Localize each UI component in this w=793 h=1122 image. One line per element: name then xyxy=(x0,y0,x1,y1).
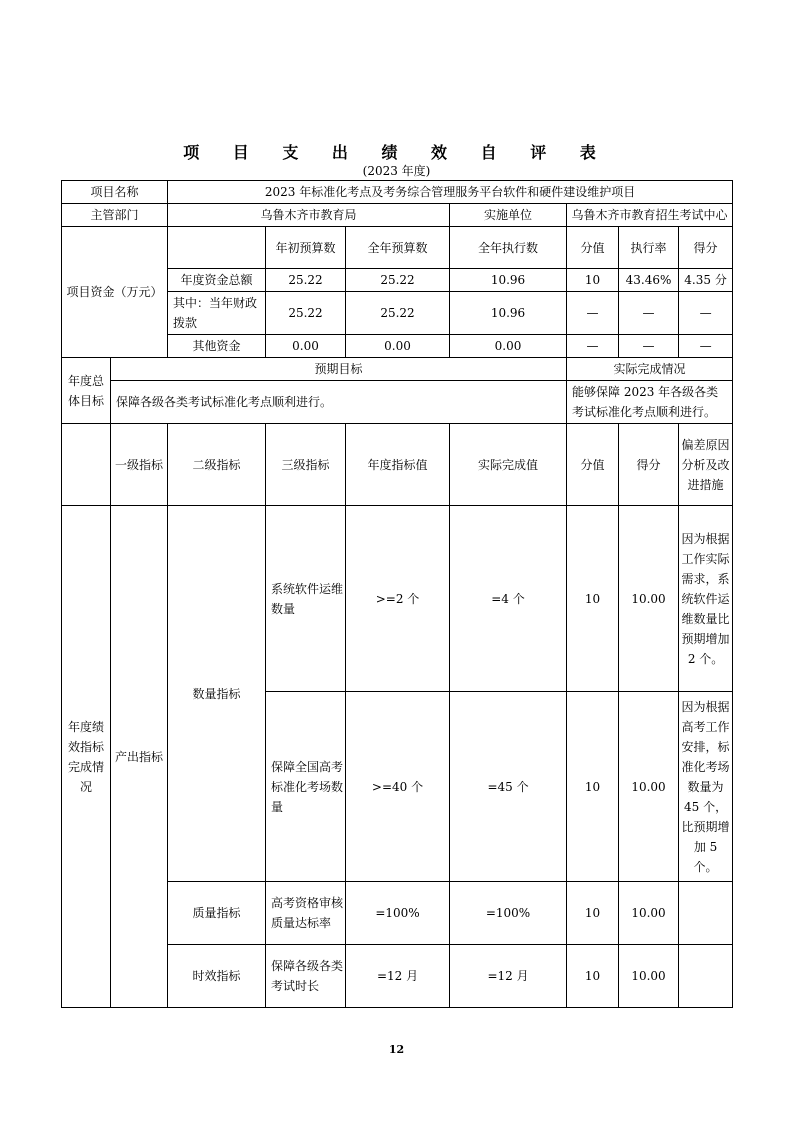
funds-label: 项目资金（万元） xyxy=(62,227,168,358)
funds-header: 执行率 xyxy=(619,227,679,269)
indicator-reason xyxy=(679,945,733,1008)
indicator-level2: 时效指标 xyxy=(168,945,266,1008)
indicator-reason: 因为根据工作实际需求，系统软件运维数量比预期增加 2 个。 xyxy=(679,506,733,692)
indicator-score-value: 10 xyxy=(567,882,619,945)
indicator-actual: =45 个 xyxy=(450,692,567,882)
goal-label: 年度总体目标 xyxy=(62,358,111,424)
year-subtitle: (2023 年度) xyxy=(362,164,431,178)
dept-label: 主管部门 xyxy=(62,204,168,227)
indicator-header: 偏差原因分析及改进措施 xyxy=(679,424,733,506)
funds-cell: 43.46% xyxy=(619,269,679,292)
funds-cell: — xyxy=(619,292,679,335)
goal-expected-header: 预期目标 xyxy=(111,358,567,381)
indicator-section-label: 年度绩效指标完成情况 xyxy=(62,506,111,1008)
goal-expected: 保障各级各类考试标准化考点顺利进行。 xyxy=(111,381,567,424)
indicator-target: >=40 个 xyxy=(346,692,450,882)
funds-cell: — xyxy=(679,335,733,358)
indicator-reason: 因为根据高考工作安排，标准化考场数量为 45 个，比预期增加 5 个。 xyxy=(679,692,733,882)
indicator-target: >=2 个 xyxy=(346,506,450,692)
impl-value: 乌鲁木齐市教育招生考试中心 xyxy=(567,204,733,227)
indicator-actual: =12 月 xyxy=(450,945,567,1008)
indicator-row xyxy=(62,506,733,692)
funds-cell: 4.35 分 xyxy=(679,269,733,292)
impl-label: 实施单位 xyxy=(450,204,567,227)
project-name-label: 项目名称 xyxy=(62,181,168,204)
funds-cell: 0.00 xyxy=(346,335,450,358)
indicator-level2: 数量指标 xyxy=(168,506,266,882)
indicator-header: 实际完成值 xyxy=(450,424,567,506)
indicator-score-value: 10 xyxy=(567,945,619,1008)
funds-cell: 10 xyxy=(567,269,619,292)
page-number: 12 xyxy=(388,1043,405,1056)
funds-header: 全年预算数 xyxy=(346,227,450,269)
indicator-reason xyxy=(679,882,733,945)
funds-cell: 25.22 xyxy=(346,292,450,335)
funds-cell: — xyxy=(567,335,619,358)
indicator-header: 三级指标 xyxy=(266,424,346,506)
indicator-header: 年度指标值 xyxy=(346,424,450,506)
dept-value: 乌鲁木齐市教育局 xyxy=(168,204,450,227)
indicator-header: 分值 xyxy=(567,424,619,506)
funds-header: 分值 xyxy=(567,227,619,269)
funds-header: 年初预算数 xyxy=(266,227,346,269)
indicator-header: 得分 xyxy=(619,424,679,506)
funds-cell: — xyxy=(567,292,619,335)
funds-header: 得分 xyxy=(679,227,733,269)
goal-actual: 能够保障 2023 年各级各类考试标准化考点顺利进行。 xyxy=(567,381,733,424)
funds-cell: 25.22 xyxy=(266,269,346,292)
funds-cell: — xyxy=(619,335,679,358)
indicator-level1: 产出指标 xyxy=(111,506,168,1008)
indicator-header: 一级指标 xyxy=(111,424,168,506)
indicator-score: 10.00 xyxy=(619,692,679,882)
indicator-level2: 质量指标 xyxy=(168,882,266,945)
funds-row-name: 年度资金总额 xyxy=(168,269,266,292)
project-name-value: 2023 年标准化考点及考务综合管理服务平台软件和硬件建设维护项目 xyxy=(168,181,733,204)
indicator-target: =100% xyxy=(346,882,450,945)
page-title: 项 目 支 出 绩 效 自 评 表 xyxy=(183,143,610,162)
goal-actual-header: 实际完成情况 xyxy=(567,358,733,381)
funds-cell: 10.96 xyxy=(450,269,567,292)
indicator-score-value: 10 xyxy=(567,506,619,692)
funds-cell: — xyxy=(679,292,733,335)
funds-cell: 0.00 xyxy=(450,335,567,358)
indicator-score-value: 10 xyxy=(567,692,619,882)
indicator-score: 10.00 xyxy=(619,506,679,692)
indicator-level3: 高考资格审核质量达标率 xyxy=(266,882,346,945)
performance-table xyxy=(61,180,733,1008)
indicator-level3: 系统软件运维数量 xyxy=(266,506,346,692)
indicator-actual: =4 个 xyxy=(450,506,567,692)
funds-blank-header xyxy=(168,227,266,269)
funds-header: 全年执行数 xyxy=(450,227,567,269)
indicator-score: 10.00 xyxy=(619,882,679,945)
funds-cell: 25.22 xyxy=(266,292,346,335)
indicator-score: 10.00 xyxy=(619,945,679,1008)
indicator-level3: 保障全国高考标准化考场数量 xyxy=(266,692,346,882)
indicator-level3: 保障各级各类考试时长 xyxy=(266,945,346,1008)
funds-cell: 0.00 xyxy=(266,335,346,358)
indicator-actual: =100% xyxy=(450,882,567,945)
funds-cell: 10.96 xyxy=(450,292,567,335)
funds-row-name: 其他资金 xyxy=(168,335,266,358)
indicator-blank-header xyxy=(62,424,111,506)
indicator-target: =12 月 xyxy=(346,945,450,1008)
funds-cell: 25.22 xyxy=(346,269,450,292)
funds-row-name: 其中：当年财政拨款 xyxy=(168,292,266,335)
indicator-header: 二级指标 xyxy=(168,424,266,506)
